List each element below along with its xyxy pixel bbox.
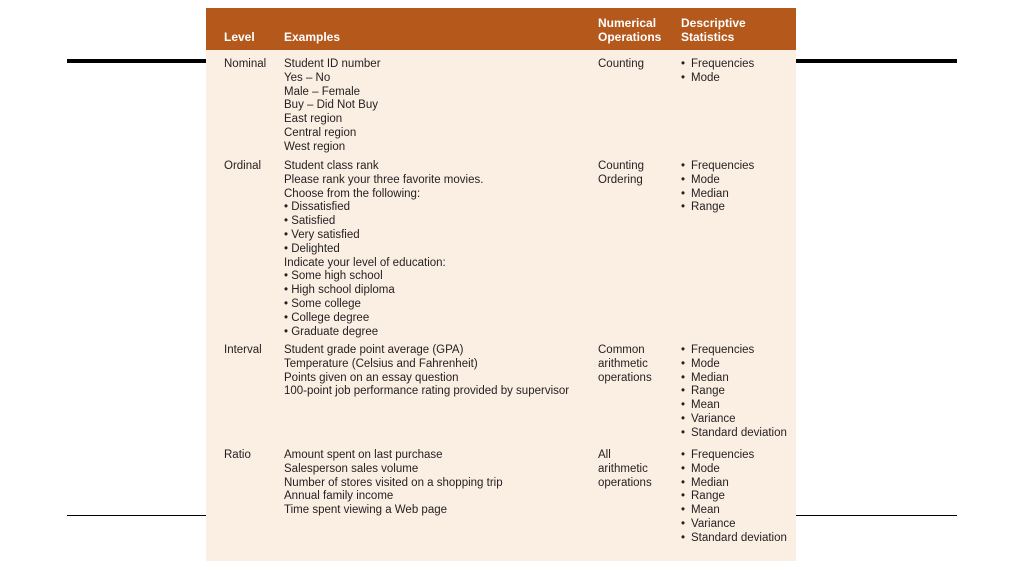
header-numerical-operations: Numerical Operations (598, 16, 662, 44)
examples-cell: Amount spent on last purchase Salesperson sales volume Number of stores visited on a shopping trip Annual family income Time spent viewing a Web page (284, 449, 503, 517)
statistics-cell: • Frequencies • Mode (681, 58, 755, 84)
operations-cell: Counting Ordering (598, 160, 645, 186)
operations-cell: All arithmetic operations (598, 449, 652, 489)
examples-cell: Student grade point average (GPA) Temperature (Celsius and Fahrenheit) Points given on an essay question 100-point job performance rating provided by supervisor (284, 344, 570, 398)
operations-cell: Counting (598, 58, 645, 70)
statistics-cell: • Frequencies • Mode • Median • Range • Mean • Variance • Standard deviation (681, 344, 787, 439)
level-cell: Ratio (224, 449, 251, 461)
level-cell: Interval (224, 344, 262, 356)
measurement-levels-table (206, 8, 796, 561)
header-examples: Examples (284, 30, 341, 44)
statistics-cell: • Frequencies • Mode • Median • Range (681, 160, 755, 214)
examples-cell: Student class rank Please rank your three favorite movies. Choose from the following: • Dissatisfied • Satisfied • Very satisfied • Delighted Indicate your level of education: • Some high school • High school diploma • Some college • College degree • Graduate degree (284, 160, 484, 338)
header-descriptive-statistics: Descriptive Statistics (681, 16, 746, 44)
header-level: Level (224, 30, 255, 44)
operations-cell: Common arithmetic operations (598, 344, 652, 384)
table-header (206, 8, 796, 50)
level-cell: Ordinal (224, 160, 262, 172)
examples-cell: Student ID number Yes – No Male – Female Buy – Did Not Buy East region Central region West region (284, 58, 381, 153)
statistics-cell: • Frequencies • Mode • Median • Range • Mean • Variance • Standard deviation (681, 449, 787, 544)
level-cell: Nominal (224, 58, 267, 70)
